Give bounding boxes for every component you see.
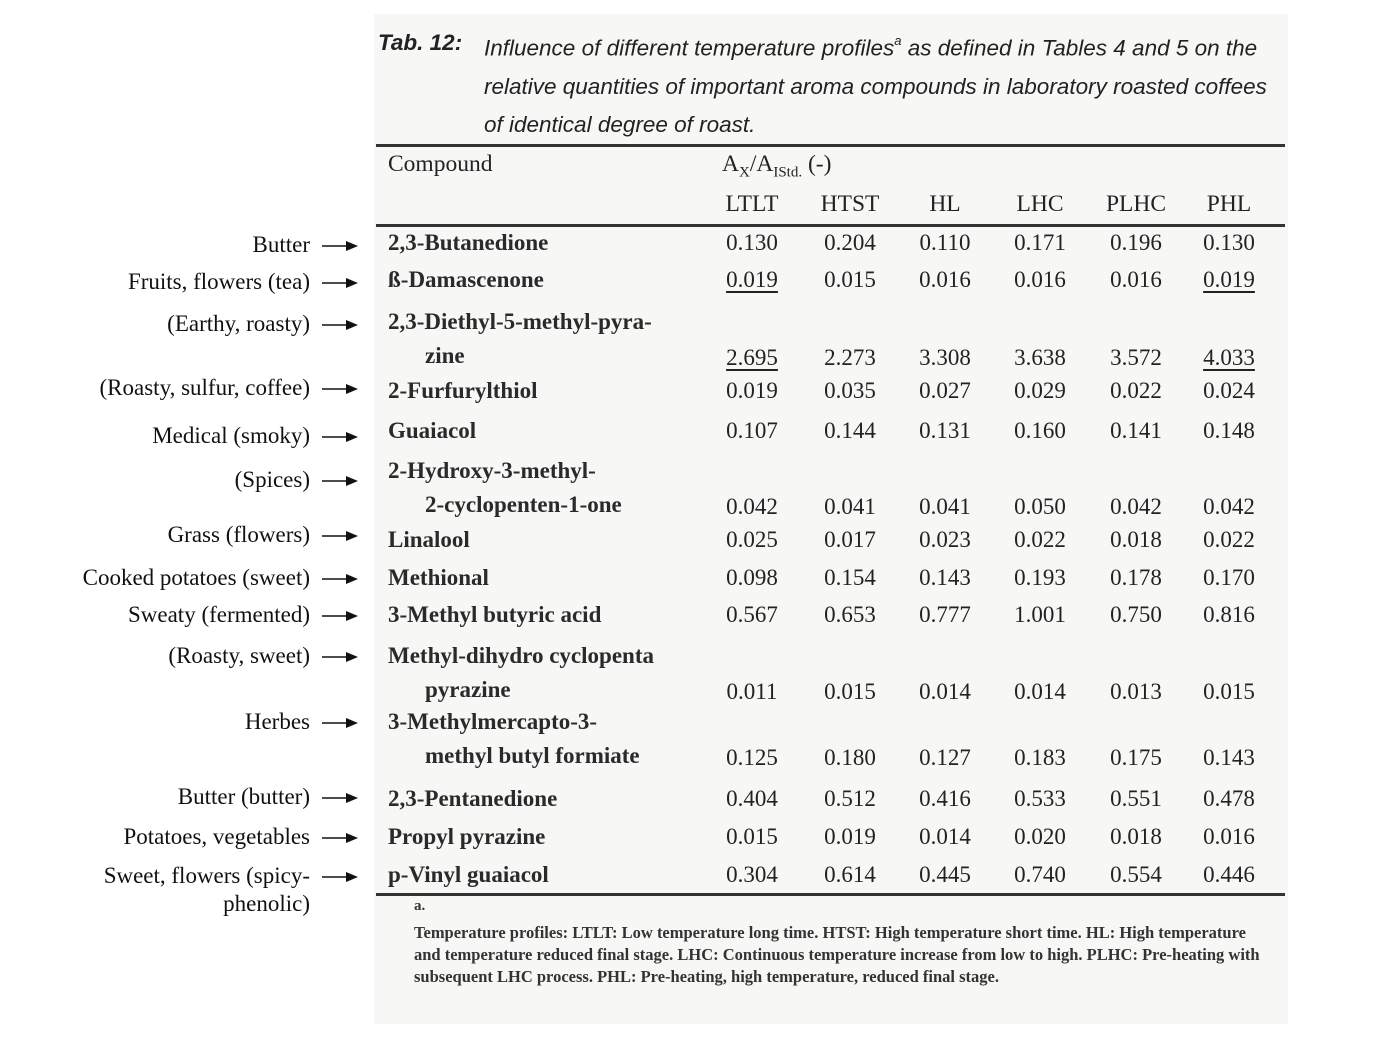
compound-name: 2,3-Diethyl-5-methyl-pyra- [388, 309, 652, 334]
arrow-right-icon [322, 239, 358, 253]
value-cell: 2.695 [726, 345, 778, 370]
value-cell: 0.011 [726, 679, 778, 704]
header-compound: Compound [388, 151, 493, 177]
value-cell: 0.178 [1110, 565, 1162, 590]
value-cell: 1.001 [1014, 602, 1066, 627]
value-cell: 0.512 [824, 786, 876, 811]
table-bottom-rule [376, 893, 1285, 896]
value-cell: 0.035 [824, 378, 876, 403]
value-cell: 0.130 [726, 230, 778, 255]
compound-name: pyrazine [425, 677, 511, 702]
compound-name: 2-Furfurylthiol [388, 378, 538, 403]
value-cell: 0.148 [1203, 418, 1255, 443]
header-ratio: $A_X/A_{IStd.}$ (-) [722, 151, 832, 181]
table-number: Tab. 12: [378, 30, 463, 55]
value-cell: 0.183 [1014, 745, 1066, 770]
value-cell: 0.027 [919, 378, 971, 403]
arrow-right-icon [322, 791, 358, 805]
value-cell: 0.015 [1203, 679, 1255, 704]
arrow-right-icon [322, 276, 358, 290]
value-cell: 0.614 [824, 862, 876, 887]
header-hl: HL [929, 191, 961, 217]
value-cell: 0.551 [1110, 786, 1162, 811]
arrow-right-icon [322, 474, 358, 488]
caption-text-start: Influence of different temperature profiles [484, 35, 895, 61]
arrow-right-icon [322, 870, 358, 884]
value-cell: 0.416 [919, 786, 971, 811]
compound-name: Methional [388, 565, 489, 590]
aroma-label: (Roasty, sweet) [168, 643, 310, 668]
value-cell: 0.404 [726, 786, 778, 811]
value-cell: 0.143 [919, 565, 971, 590]
value-cell: 0.019 [726, 378, 778, 403]
value-cell: 0.204 [824, 230, 876, 255]
aroma-label: Cooked potatoes (sweet) [82, 565, 310, 590]
value-cell: 0.015 [824, 267, 876, 292]
value-cell: 3.638 [1014, 345, 1066, 370]
footnote-mark: a. [414, 898, 426, 914]
value-cell: 3.572 [1110, 345, 1162, 370]
value-cell: 0.016 [1110, 267, 1162, 292]
compound-name: 3-Methyl butyric acid [388, 602, 602, 627]
value-cell: 0.777 [919, 602, 971, 627]
value-cell: 0.016 [919, 267, 971, 292]
value-cell: 0.110 [919, 230, 971, 255]
value-cell: 0.019 [1203, 267, 1255, 292]
value-cell: 0.653 [824, 602, 876, 627]
arrow-right-icon [322, 572, 358, 586]
compound-name: Linalool [388, 527, 470, 552]
aroma-label: (Spices) [234, 467, 310, 492]
compound-name: Propyl pyrazine [388, 824, 546, 849]
value-cell: 0.127 [919, 745, 971, 770]
aroma-label: Medical (smoky) [152, 423, 310, 448]
value-cell: 0.015 [726, 824, 778, 849]
value-cell: 0.029 [1014, 378, 1066, 403]
header-htst: HTST [820, 191, 880, 217]
value-cell: 2.273 [824, 345, 876, 370]
value-cell: 0.107 [726, 418, 778, 443]
value-cell: 0.017 [824, 527, 876, 552]
value-cell: 0.014 [919, 824, 971, 849]
value-cell: 0.041 [919, 494, 971, 519]
value-cell: 0.025 [726, 527, 778, 552]
compound-name: p-Vinyl guaiacol [388, 862, 549, 887]
value-cell: 0.446 [1203, 862, 1255, 887]
value-cell: 0.478 [1203, 786, 1255, 811]
value-cell: 0.141 [1110, 418, 1162, 443]
value-cell: 4.033 [1203, 345, 1255, 370]
caption-footnote-marker: a [894, 33, 902, 48]
aroma-label: Sweaty (fermented) [127, 602, 310, 627]
compound-name: zine [425, 343, 465, 368]
value-cell: 0.740 [1014, 862, 1066, 887]
value-cell: 0.023 [919, 527, 971, 552]
value-cell: 0.750 [1110, 602, 1162, 627]
value-cell: 0.125 [726, 745, 778, 770]
caption-text-end: as defined in Tables 4 and 5 on the relative quantities of important aroma compounds in laboratory roasted coffees of identical degree of roast. [484, 35, 1267, 137]
header-bottom-rule [376, 224, 1285, 227]
header-ltlt: LTLT [725, 191, 779, 217]
value-cell: 0.144 [824, 418, 876, 443]
value-cell: 0.304 [726, 862, 778, 887]
value-cell: 0.014 [919, 679, 971, 704]
value-cell: 0.022 [1110, 378, 1162, 403]
value-cell: 0.196 [1110, 230, 1162, 255]
aroma-label: (Earthy, roasty) [167, 311, 310, 336]
value-cell: 0.171 [1014, 230, 1066, 255]
value-cell: 0.016 [1014, 267, 1066, 292]
value-cell: 0.131 [919, 418, 971, 443]
value-cell: 0.567 [726, 602, 778, 627]
header-plhc: PLHC [1105, 191, 1167, 217]
value-cell: 0.024 [1203, 378, 1255, 403]
aroma-label: Grass (flowers) [167, 522, 310, 547]
table-top-rule [376, 144, 1285, 147]
value-cell: 0.193 [1014, 565, 1066, 590]
aroma-label: Butter (butter) [177, 784, 310, 809]
arrow-right-icon [322, 318, 358, 332]
compound-name: Guaiacol [388, 418, 477, 443]
value-cell: 0.022 [1014, 527, 1066, 552]
caption-text [484, 24, 1288, 144]
arrow-right-icon [322, 382, 358, 396]
header-phl: PHL [1206, 191, 1252, 217]
compound-name: 2,3-Butanedione [388, 230, 549, 255]
value-cell: 0.013 [1110, 679, 1162, 704]
value-cell: 0.018 [1110, 527, 1162, 552]
compound-name: 2,3-Pentanedione [388, 786, 558, 811]
value-cell: 3.308 [919, 345, 971, 370]
header-lhc: LHC [1016, 191, 1064, 217]
footnote-text: Temperature profiles: LTLT: Low temperature long time. HTST: High temperature short time. HL: High temperature and temperature reduced final stage. LHC: Continuous temperature increase from low to high. PLHC: Pre-heating with subsequent LHC process. PHL: Pre-heating, high temperature, reduced final stage. [414, 923, 1260, 986]
aroma-label: Sweet, flowers (spicy- phenolic) [103, 863, 310, 916]
arrow-right-icon [322, 650, 358, 664]
value-cell: 0.533 [1014, 786, 1066, 811]
value-cell: 0.554 [1110, 862, 1162, 887]
value-cell: 0.154 [824, 565, 876, 590]
arrow-right-icon [322, 529, 358, 543]
arrow-right-icon [322, 430, 358, 444]
arrow-right-icon [322, 609, 358, 623]
aroma-label: Potatoes, vegetables [123, 824, 310, 849]
value-cell: 0.160 [1014, 418, 1066, 443]
value-cell: 0.042 [726, 494, 778, 519]
value-cell: 0.445 [919, 862, 971, 887]
aroma-label: (Roasty, sulfur, coffee) [99, 375, 310, 400]
compound-name: 2-cyclopenten-1-one [425, 492, 622, 517]
aroma-label: Herbes [244, 709, 310, 734]
value-cell: 0.022 [1203, 527, 1255, 552]
compound-name: 3-Methylmercapto-3- [388, 709, 598, 734]
arrow-right-icon [322, 716, 358, 730]
aroma-label: Fruits, flowers (tea) [127, 269, 310, 294]
value-cell: 0.014 [1014, 679, 1066, 704]
arrow-right-icon [322, 831, 358, 845]
value-cell: 0.015 [824, 679, 876, 704]
compound-name: 2-Hydroxy-3-methyl- [388, 458, 596, 483]
value-cell: 0.019 [726, 267, 778, 292]
compound-name: Methyl-dihydro cyclopenta [388, 643, 654, 668]
value-cell: 0.019 [824, 824, 876, 849]
value-cell: 0.130 [1203, 230, 1255, 255]
value-cell: 0.180 [824, 745, 876, 770]
compound-name: ß-Damascenone [388, 267, 544, 292]
value-cell: 0.042 [1110, 494, 1162, 519]
value-cell: 0.143 [1203, 745, 1255, 770]
compound-name: methyl butyl formiate [425, 743, 640, 768]
value-cell: 0.016 [1203, 824, 1255, 849]
value-cell: 0.816 [1203, 602, 1255, 627]
value-cell: 0.018 [1110, 824, 1162, 849]
value-cell: 0.041 [824, 494, 876, 519]
aroma-label: Butter [252, 232, 310, 257]
value-cell: 0.042 [1203, 494, 1255, 519]
value-cell: 0.020 [1014, 824, 1066, 849]
value-cell: 0.050 [1014, 494, 1066, 519]
value-cell: 0.098 [726, 565, 778, 590]
value-cell: 0.175 [1110, 745, 1162, 770]
value-cell: 0.170 [1203, 565, 1255, 590]
